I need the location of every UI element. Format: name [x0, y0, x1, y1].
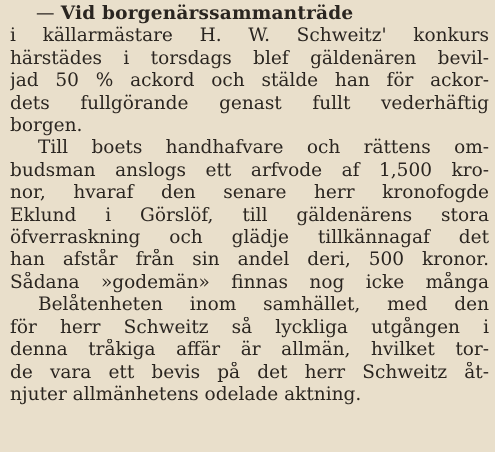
paragraph-1-line-4: dets fullgörande genast fullt vederhäftig [10, 92, 489, 114]
paragraph-2-line-1: Till boets handhafvare och rättens om- [38, 137, 489, 159]
paragraph-2-line-3: nor, hvaraf den senare herr kronofogde [10, 182, 489, 204]
paragraph-1-line-5: borgen. [10, 115, 83, 137]
headline-text: Vid borgenärssammanträde [60, 3, 354, 24]
headline [10, 3, 489, 25]
paragraph-1-line-3: jad 50 % ackord och stälde han för ackor- [10, 70, 489, 92]
paragraph-2-line-7: Sådana »godemän» finnas nog icke många [10, 271, 489, 293]
paragraph-3-line-1: Belåtenheten inom samhället, med den [38, 294, 489, 316]
paragraph-2-line-6: han afstår från sin andel deri, 500 kronor. [10, 249, 489, 271]
paragraph-3-line-5: njuter allmänhetens odelade aktning. [10, 383, 362, 405]
paragraph-3-line-2: för herr Schweitz så lyckliga utgången i [10, 316, 489, 338]
paragraph-2-line-5: öfverraskning och glädje tillkännagaf det [10, 227, 489, 249]
headline-dash: — [36, 3, 61, 24]
paragraph-3-line-4: de vara ett bevis på det herr Schweitz åt- [10, 361, 489, 383]
paragraph-1-line-2: härstädes i torsdags blef gäldenären bevil- [10, 47, 489, 69]
paragraph-3-line-3: denna tråkiga affär är allmän, hvilket tor- [10, 339, 489, 361]
paragraph-1-line-1: i källarmästare H. W. Schweitz' konkurs [10, 25, 489, 47]
paragraph-2-line-2: budsman anslogs ett arfvode af 1,500 kro- [10, 159, 489, 181]
paragraph-2-line-4: Eklund i Görslöf, till gäldenärens stora [10, 204, 489, 226]
